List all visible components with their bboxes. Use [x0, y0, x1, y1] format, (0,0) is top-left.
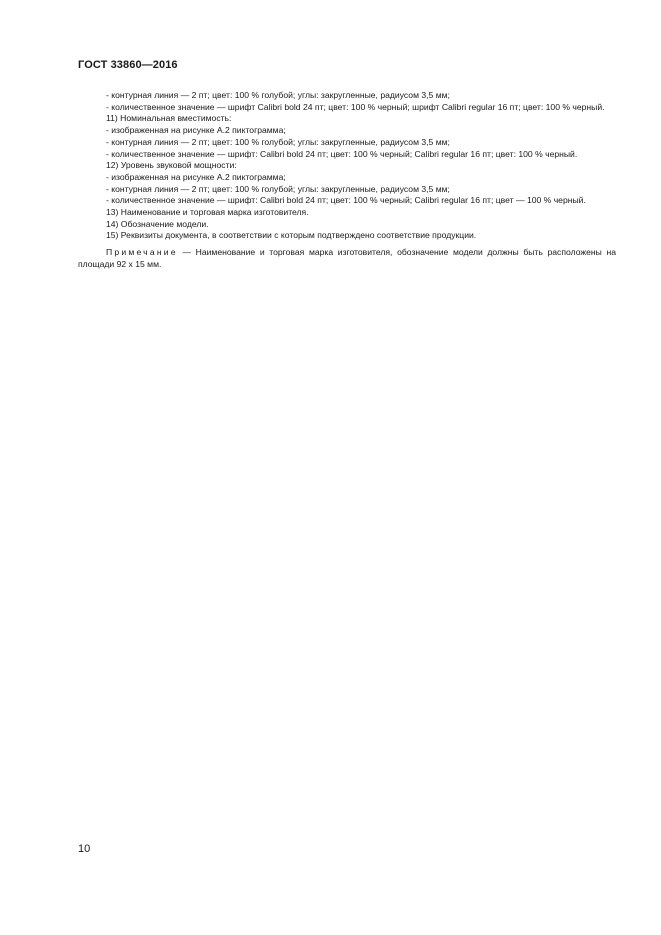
paragraph-outline-line-11: - контурная линия — 2 пт; цвет: 100 % голубой; углы: закругленные, радиусом 3,5 мм; [106, 136, 450, 147]
paragraph-item-11: 11) Номинальная вместимость: [106, 113, 232, 124]
paragraph-outline-line-1: - контурная линия — 2 пт; цвет: 100 % голубой; углы: закругленные, радиусом 3,5 мм; [106, 90, 450, 100]
paragraph-outline-line-12: - контурная линия — 2 пт; цвет: 100 % голубой; углы: закругленные, радиусом 3,5 мм; [106, 183, 450, 194]
paragraph-pictogram-12: - изображенная на рисунке А.2 пиктограмма; [106, 171, 286, 182]
paragraph-item-12: 12) Уровень звуковой мощности: [106, 160, 237, 171]
paragraph-item-15: 15) Реквизиты документа, в соответствии с которым подтверждено соответствие продукции. [106, 230, 477, 241]
paragraph-quantity-value-11: - количественное значение — шрифт: Calibri bold 24 пт; цвет: 100 % черный; Calibri regular 16 пт; цвет: 100 % черный. [106, 148, 578, 159]
paragraph-quantity-value-12: - количественное значение — шрифт: Calibri bold 24 пт; цвет: 100 % черный; Calibri regular 16 пт; цвет — 100 % черный. [106, 195, 586, 206]
paragraph-item-13: 13) Наименование и торговая марка изготовителя. [106, 207, 309, 218]
document-body [78, 90, 616, 279]
document-header: ГОСТ 33860—2016 [78, 59, 178, 71]
paragraph-pictogram-11: - изображенная на рисунке А.2 пиктограмма; [106, 125, 286, 136]
note-label: Примечание [106, 247, 178, 258]
note-dash: — [177, 247, 196, 258]
note-text: Наименование и торговая марка изготовителя, обозначение модели должны быть расположены на площади 92 x 15 мм. [78, 247, 616, 269]
page-number: 10 [78, 843, 91, 855]
paragraph-item-14: 14) Обозначение модели. [106, 218, 209, 229]
note-paragraph [78, 247, 616, 270]
paragraph-quantity-value-1: - количественное значение — шрифт Calibri bold 24 пт; цвет: 100 % черный; шрифт Calibri regular 16 пт; цвет: 100 % черный. [106, 101, 605, 112]
